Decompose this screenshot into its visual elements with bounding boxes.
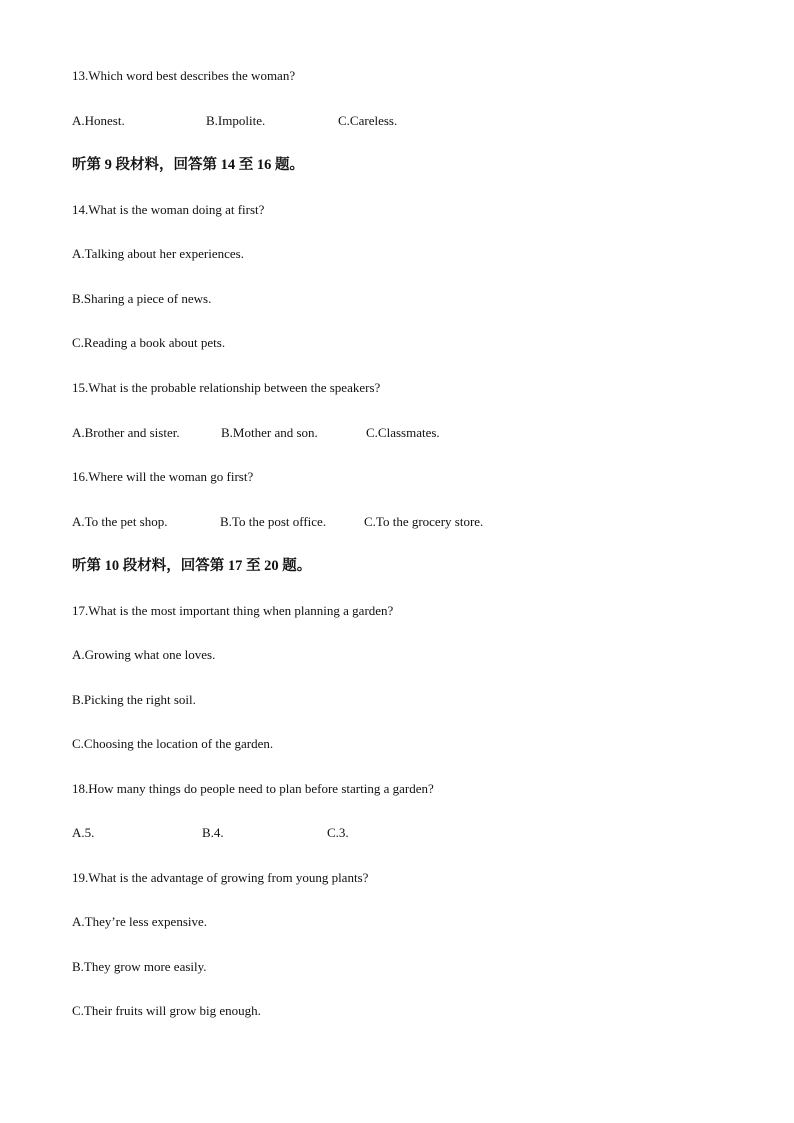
q19-option-b: B.They grow more easily.: [72, 959, 207, 974]
q16-option-b: B.To the post office.: [220, 514, 327, 529]
question-15-stem: 15.What is the probable relationship between the speakers?: [72, 380, 381, 395]
q17-option-b: B.Picking the right soil.: [72, 692, 196, 707]
q17-option-c: C.Choosing the location of the garden.: [72, 736, 274, 751]
question-16-stem: 16.Where will the woman go first?: [72, 469, 254, 484]
q14-option-a: A.Talking about her experiences.: [72, 246, 244, 261]
q14-option-b: B.Sharing a piece of news.: [72, 291, 212, 306]
q18-option-a: A.5.: [72, 825, 95, 840]
q17-option-a: A.Growing what one loves.: [72, 647, 216, 662]
q16-option-c: C.To the grocery store.: [364, 514, 484, 529]
question-19-stem: 19.What is the advantage of growing from young plants?: [72, 870, 369, 885]
q19-option-c: C.Their fruits will grow big enough.: [72, 1003, 261, 1018]
question-17-stem: 17.What is the most important thing when planning a garden?: [72, 603, 394, 618]
q18-option-c: C.3.: [327, 825, 349, 840]
q15-option-a: A.Brother and sister.: [72, 425, 180, 440]
q13-option-a: A.Honest.: [72, 113, 125, 128]
q16-option-a: A.To the pet shop.: [72, 514, 168, 529]
q13-option-b: B.Impolite.: [206, 113, 266, 128]
q15-option-b: B.Mother and son.: [221, 425, 318, 440]
q18-option-b: B.4.: [202, 825, 224, 840]
q14-option-c: C.Reading a book about pets.: [72, 335, 226, 350]
question-13-stem: 13.Which word best describes the woman?: [72, 68, 296, 83]
q13-option-c: C.Careless.: [338, 113, 398, 128]
question-14-stem: 14.What is the woman doing at first?: [72, 202, 265, 217]
question-18-stem: 18.How many things do people need to plan before starting a garden?: [72, 781, 434, 796]
section-9-heading: 听第 9 段材料，回答第 14 至 16 题。: [72, 157, 304, 173]
q15-option-c: C.Classmates.: [366, 425, 440, 440]
q19-option-a: A.They’re less expensive.: [72, 914, 208, 929]
section-10-heading: 听第 10 段材料，回答第 17 至 20 题。: [72, 558, 312, 574]
